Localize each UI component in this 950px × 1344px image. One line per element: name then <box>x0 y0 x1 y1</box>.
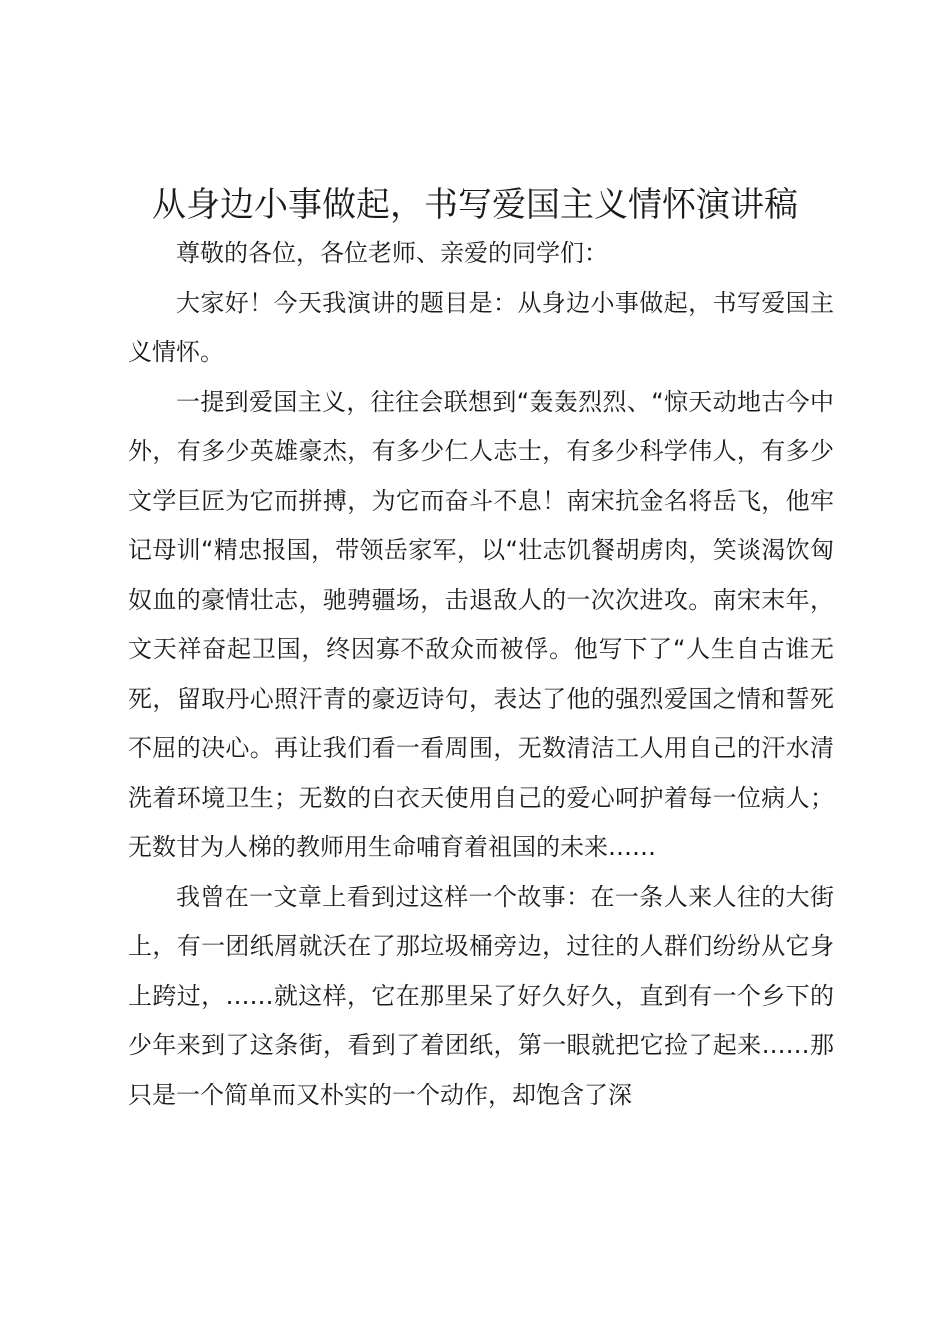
paragraph-greeting: 大家好！今天我演讲的题目是：从身边小事做起，书写爱国主义情怀。 <box>128 288 834 366</box>
paragraph-story: 我曾在一文章上看到过这样一个故事：在一条人来人往的大街上，有一团纸屑就沃在了那垃圾桶旁边，过往的人群们纷纷从它身上跨过，……就这样，它在那里呆了好久好久，直到有一个乡下的少年来到了这条街，看到了着团纸，第一眼就把它捡了起来……那只是一个简单而又朴实的一个动作，却饱含了深 <box>128 882 834 1109</box>
document-title: 从身边小事做起，书写爱国主义情怀演讲稿 <box>152 185 798 225</box>
paragraph-patriotism: 一提到爱国主义，往往会联想到“轰轰烈烈、“惊天动地古今中外，有多少英雄豪杰，有多少仁人志士，有多少科学伟人，有多少文学巨匠为它而拼搏，为它而奋斗不息！南宋抗金名将岳飞，他牢记母训“精忠报国，带领岳家军，以“壮志饥餐胡虏肉，笑谈渴饮匈奴血的豪情壮志，驰骋疆场，击退敌人的一次次进攻。南宋末年，文天祥奋起卫国，终因寡不敌众而被俘。他写下了“人生自古谁无死，留取丹心照汗青的豪迈诗句，表达了他的强烈爱国之情和誓死不屈的决心。再让我们看一看周围，无数清洁工人用自己的汗水清洗着环境卫生；无数的白衣天使用自己的爱心呵护着每一位病人；无数甘为人梯的教师用生命哺育着祖国的未来…… <box>128 387 834 861</box>
document-body <box>128 229 834 1120</box>
paragraph-salutation: 尊敬的各位，各位老师、亲爱的同学们： <box>176 239 608 267</box>
